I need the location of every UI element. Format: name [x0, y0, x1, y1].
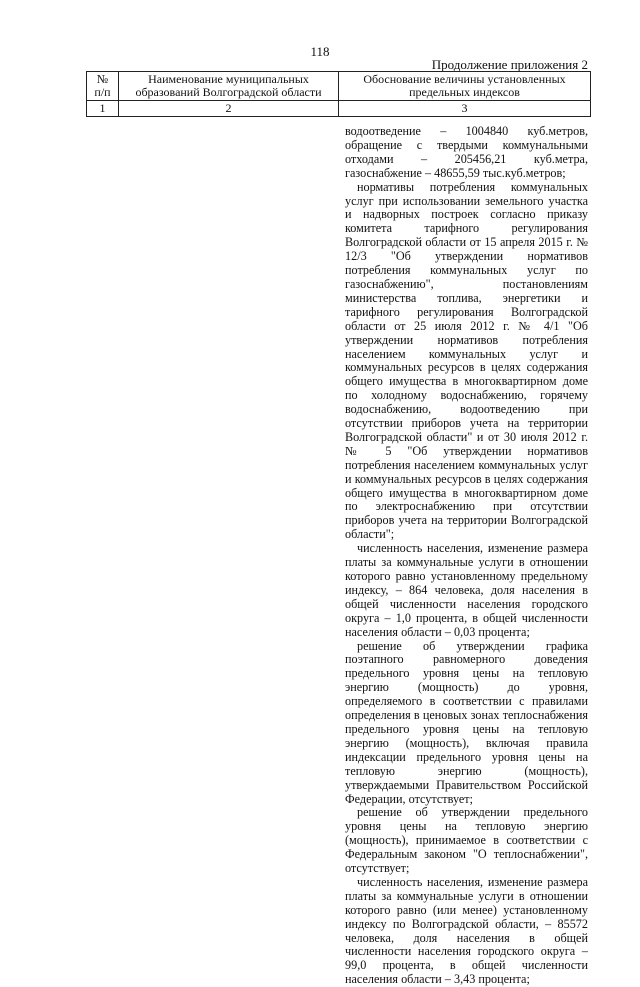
paragraph: водоотведение – 1004840 куб.метров, обращение с твердыми коммунальными отходами – 205456,21 куб.метра, газоснабжение – 48655,59 тыс.куб.метров;	[345, 124, 588, 180]
header-text-line: предельных индексов	[409, 85, 520, 99]
column-number: 2	[119, 101, 339, 117]
paragraph: численность населения, изменение размера платы за коммунальные услуги в отношении которого равно (или менее) установленному индексу по Волгоградской области, – 85572 человека, доля населения в общей численности населения городского округа – 99,0 процента, в общей численности населения области – 3,43 процента;	[345, 874, 588, 987]
page-number: 118	[310, 44, 330, 59]
paragraph: решение об утверждении предельного уровня цены на тепловую энергию (мощность), принимаемое в соответствии с Федеральным законом "О теплоснабжении", отсутствует;	[345, 805, 588, 876]
paragraph: решение об утверждении графика поэтапного равномерного доведения предельного уровня цены на тепловую энергию (мощность) до уровня, определяемого в соответствии с правилами определения в ценовых зонах теплоснабжения предельного уровня цены на тепловую энергию (мощность), включая правила индексации предельного уровня цены на тепловую энергию (мощность), утверждаемыми Правительством Российской Федерации, отсутствует;	[345, 638, 588, 806]
column-number: 3	[339, 101, 591, 117]
header-cell-number	[87, 72, 119, 101]
header-text-line: образований Волгоградской области	[135, 85, 322, 99]
header-text-line: п/п	[94, 85, 111, 99]
header-text-line: №	[96, 72, 109, 86]
justification-text	[345, 125, 588, 987]
header-cell-justification	[339, 72, 591, 101]
column-number-row	[87, 101, 591, 117]
header-row	[87, 72, 591, 101]
header-cell-municipality	[119, 72, 339, 101]
header-text-line: Обоснование величины установленных	[363, 72, 566, 86]
paragraph: численность населения, изменение размера платы за коммунальные услуги в отношении которого равно установленному предельному индексу, – 864 человека, доля населения в общей численности населения городского округа – 1,0 процента, в общей численности населения области – 0,03 процента;	[345, 541, 588, 639]
column-number: 1	[87, 101, 119, 117]
continuation-label: Продолжение приложения 2	[431, 57, 588, 72]
paragraph: нормативы потребления коммунальных услуг при использовании земельного участка и надворных построек согласно приказу комитета тарифного регулирования Волгоградской области от 15 апреля 2015 г. № 12/3 "Об утверждении нормативов потребления коммунальных услуг по газоснабжению", постановлениям министерства топлива, энергетики и тарифного регулирования Волгоградской области от 25 июля 2012 г. № 4/1 "Об утверждении нормативов потребления населением коммунальных услуг и коммунальных ресурсов в целях содержания общего имущества в многоквартирном доме по холодному водоснабжению, горячему водоснабжению, водоотведению при отсутствии приборов учета на территории Волгоградской области" и от 30 июля 2012 г. № 5 "Об утверждении нормативов потребления населением коммунальных услуг и коммунальных ресурсов в целях содержания общего имущества в многоквартирном доме по электроснабжению при отсутствии приборов учета на территории Волгоградской области";	[345, 179, 588, 542]
header-text-line: Наименование муниципальных	[148, 72, 309, 86]
header-table	[86, 71, 591, 117]
